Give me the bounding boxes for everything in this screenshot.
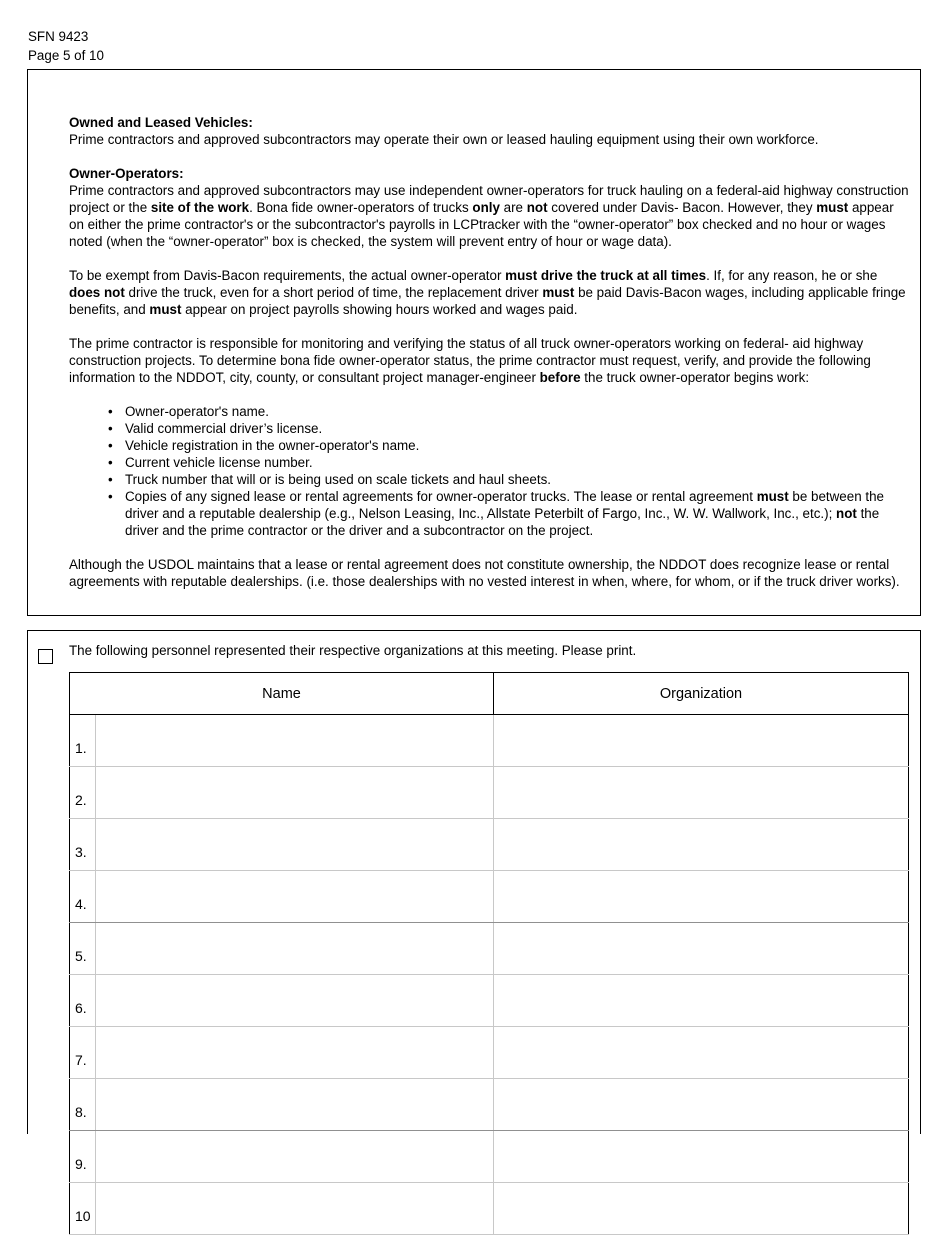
organization-field[interactable] — [494, 871, 909, 923]
attendance-intro: The following personnel represented their respective organizations at this meeting. Please print. — [69, 643, 637, 658]
requirements-list — [69, 403, 909, 539]
row-number: 7. — [70, 1027, 96, 1079]
name-field[interactable] — [96, 1183, 494, 1235]
page-number: Page 5 of 10 — [28, 48, 104, 63]
responsibility-paragraph: The prime contractor is responsible for monitoring and verifying the status of all truck owner-operators working on federal- aid highway construction projects. To determine bona fide owner-operator status, the prime contractor must request, verify, and provide the following information to the NDDOT, city, county, or consultant project manager-engineer before the truck owner-operator begins work: — [69, 336, 871, 385]
list-item: • Copies of any signed lease or rental agreements for owner-operator trucks. The lease or rental agreement must be between the driver and a reputable dealership (e.g., Nelson Leasing, Inc., Allstate Peterbilt of Fargo, Inc., W. W. Wallwork, Inc., etc.); not the driver and the prime contractor or the driver and a subcontractor on the project. — [125, 488, 909, 539]
owned-heading: Owned and Leased Vehicles: — [69, 115, 253, 130]
organization-field[interactable] — [494, 975, 909, 1027]
organization-field[interactable] — [494, 1027, 909, 1079]
organization-field[interactable] — [494, 819, 909, 871]
table-row — [70, 1079, 909, 1131]
page-header — [28, 27, 104, 65]
vehicle-info-content — [69, 114, 909, 590]
name-field[interactable] — [96, 1131, 494, 1183]
row-number: 1. — [70, 715, 96, 767]
list-item: • Owner-operator's name. — [125, 403, 909, 420]
table-row — [70, 1131, 909, 1183]
table-row — [70, 819, 909, 871]
owner-operators-paragraph: Prime contractors and approved subcontractors may use independent owner-operators for truck hauling on a federal-aid highway construction project or the site of the work. Bona fide owner-operators of trucks only are not covered under Davis- Bacon. However, they must appear on either the prime contractor's or the subcontractor's payrolls in LCPtracker with the “owner-operator” box checked and no hour or wages noted (when the “owner-operator” box is checked, the system will prevent entry of hour or wage data). — [69, 183, 909, 249]
table-row — [70, 975, 909, 1027]
name-field[interactable] — [96, 715, 494, 767]
form-number: SFN 9423 — [28, 29, 89, 44]
name-field[interactable] — [96, 923, 494, 975]
table-row — [70, 1183, 909, 1235]
organization-field[interactable] — [494, 1079, 909, 1131]
table-row — [70, 715, 909, 767]
list-item: • Truck number that will or is being used on scale tickets and haul sheets. — [125, 471, 909, 488]
name-field[interactable] — [96, 975, 494, 1027]
row-number: 2. — [70, 767, 96, 819]
list-item: • Valid commercial driver’s license. — [125, 420, 909, 437]
attendance-checkbox[interactable] — [38, 649, 53, 664]
name-field[interactable] — [96, 1027, 494, 1079]
row-number: 5. — [70, 923, 96, 975]
name-column-header: Name — [70, 673, 494, 715]
name-field[interactable] — [96, 767, 494, 819]
row-number: 6. — [70, 975, 96, 1027]
organization-field[interactable] — [494, 1131, 909, 1183]
attendance-table — [69, 672, 909, 1235]
table-row — [70, 871, 909, 923]
attendance-section — [27, 630, 921, 1224]
list-item: • Vehicle registration in the owner-operator's name. — [125, 437, 909, 454]
row-number: 10 — [70, 1183, 96, 1235]
row-number: 8. — [70, 1079, 96, 1131]
owned-text: Prime contractors and approved subcontractors may operate their own or leased hauling equipment using their own workforce. — [69, 132, 819, 147]
organization-field[interactable] — [494, 1183, 909, 1235]
organization-column-header: Organization — [494, 673, 909, 715]
exemption-paragraph: To be exempt from Davis-Bacon requirements, the actual owner-operator must drive the truck at all times. If, for any reason, he or she does not drive the truck, even for a short period of time, the replacement driver must be paid Davis-Bacon wages, including applicable fringe benefits, and must appear on project payrolls showing hours worked and wages paid. — [69, 268, 906, 317]
vehicle-info-section — [27, 69, 921, 616]
owner-operators-heading: Owner-Operators: — [69, 166, 184, 181]
row-number: 3. — [70, 819, 96, 871]
name-field[interactable] — [96, 871, 494, 923]
list-item: • Current vehicle license number. — [125, 454, 909, 471]
ownership-paragraph: Although the USDOL maintains that a lease or rental agreement does not constitute ownership, the NDDOT does recognize lease or rental agreements with reputable dealerships. (i.e. those dealerships with no vested interest in when, where, for whom, or if the truck driver works). — [69, 557, 900, 589]
table-row — [70, 1027, 909, 1079]
name-field[interactable] — [96, 819, 494, 871]
row-number: 9. — [70, 1131, 96, 1183]
organization-field[interactable] — [494, 767, 909, 819]
organization-field[interactable] — [494, 923, 909, 975]
table-row — [70, 923, 909, 975]
name-field[interactable] — [96, 1079, 494, 1131]
row-number: 4. — [70, 871, 96, 923]
table-row — [70, 767, 909, 819]
organization-field[interactable] — [494, 715, 909, 767]
